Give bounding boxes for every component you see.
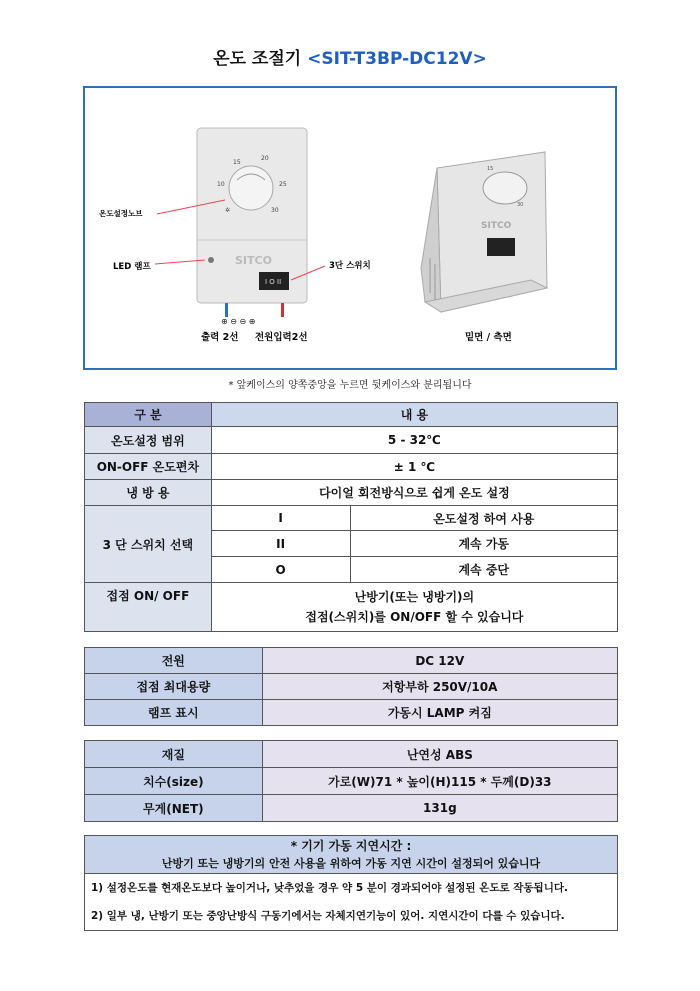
row-value: 131g: [262, 795, 617, 822]
spec-table-physical: [84, 740, 618, 822]
led-lamp-icon: [208, 257, 214, 263]
switch-marks: I O II: [265, 278, 282, 286]
dial-mark: 15: [487, 166, 494, 172]
brand-logo: SITCO: [235, 254, 272, 267]
header-content: 내 용: [211, 403, 617, 427]
callout-power: 전원입력2선: [255, 332, 308, 343]
delay-body: [85, 874, 618, 931]
callout-side: 밑면 / 측면: [465, 332, 512, 343]
spec-table-main: [84, 402, 618, 632]
row-label: 치수(size): [85, 768, 263, 795]
delay-title: * 기기 가동 지연시간 :: [290, 838, 412, 853]
row-label: 재질: [85, 741, 263, 768]
row-value: 난연성 ABS: [262, 741, 617, 768]
side-view: [421, 152, 547, 343]
row-value: 가동시 LAMP 켜짐: [262, 700, 617, 726]
header-category: 구 분: [85, 403, 212, 427]
row-value: DC 12V: [262, 648, 617, 674]
switch-mode: II: [211, 531, 350, 557]
spec-table-power: [84, 647, 618, 726]
title-main: 온도 조절기: [213, 49, 302, 69]
dial-mark: 10: [217, 181, 225, 188]
row-label: ON-OFF 온도편차: [85, 454, 212, 480]
page-title: [0, 44, 700, 69]
row-label: 램프 표시: [85, 700, 263, 726]
delay-subtitle: 난방기 또는 냉방기의 안전 사용을 위하여 가동 지연 시간이 설정되어 있습니다: [161, 856, 541, 870]
contact-line: 접점(스위치)를 ON/OFF 할 수 있습니다: [305, 610, 524, 624]
terminal-symbols: ⊕ ⊖ ⊖ ⊕: [221, 317, 256, 326]
row-value: 다이얼 회전방식으로 쉽게 온도 설정: [211, 480, 617, 506]
disassembly-note: * 앞케이스의 양쪽중앙을 누르면 뒷케이스와 분리됩니다: [228, 380, 472, 391]
dial-mark: 20: [261, 155, 269, 162]
dial-mark: 25: [279, 181, 287, 188]
title-model: <SIT-T3BP-DC12V>: [307, 49, 487, 69]
dial-mark: 30: [271, 207, 279, 214]
switch-mode: O: [211, 557, 350, 583]
switch-label: 3 단 스위치 선택: [85, 506, 212, 583]
snowflake-icon: ✲: [225, 207, 231, 214]
callout-knob: 온도설정노브: [99, 209, 143, 218]
row-value: 가로(W)71 * 높이(H)115 * 두께(D)33: [262, 768, 617, 795]
dial-mark: 15: [233, 159, 241, 166]
callout-led: LED 램프: [113, 262, 151, 272]
delay-item: 2) 일부 냉, 난방기 또는 중앙난방식 구동기에서는 자체지연기능이 있어. 지연시간이 다를 수 있습니다.: [91, 910, 565, 922]
row-label: 접점 최대용량: [85, 674, 263, 700]
row-value: 저항부하 250V/10A: [262, 674, 617, 700]
delay-item: 1) 설정온도를 현재온도보다 높이거나, 낮추었을 경우 약 5 분이 경과되어야 설정된 온도로 작동됩니다.: [91, 882, 568, 894]
contact-label: 접점 ON/ OFF: [85, 583, 212, 632]
switch-mode: I: [211, 506, 350, 531]
row-label: 온도설정 범위: [85, 427, 212, 454]
switch-desc: 계속 중단: [350, 557, 618, 583]
product-illustration: [85, 88, 615, 368]
dial-mark: 30: [517, 202, 524, 208]
row-label: 무게(NET): [85, 795, 263, 822]
delay-notice-table: [84, 835, 618, 931]
contact-line: 난방기(또는 냉방기)의: [354, 590, 475, 604]
contact-desc: [211, 583, 617, 632]
callout-output: 출력 2선: [201, 332, 239, 343]
row-value: ± 1 ℃: [211, 454, 617, 480]
switch-desc: 계속 가동: [350, 531, 618, 557]
front-view: [99, 128, 371, 343]
switch-desc: 온도설정 하여 사용: [350, 506, 618, 531]
row-label: 냉 방 용: [85, 480, 212, 506]
row-value: 5 - 32℃: [211, 427, 617, 454]
brand-logo: SITCO: [481, 221, 512, 231]
callout-switch: 3단 스위치: [329, 261, 371, 271]
row-label: 전원: [85, 648, 263, 674]
product-figure: [83, 86, 617, 370]
delay-header: [85, 836, 618, 874]
